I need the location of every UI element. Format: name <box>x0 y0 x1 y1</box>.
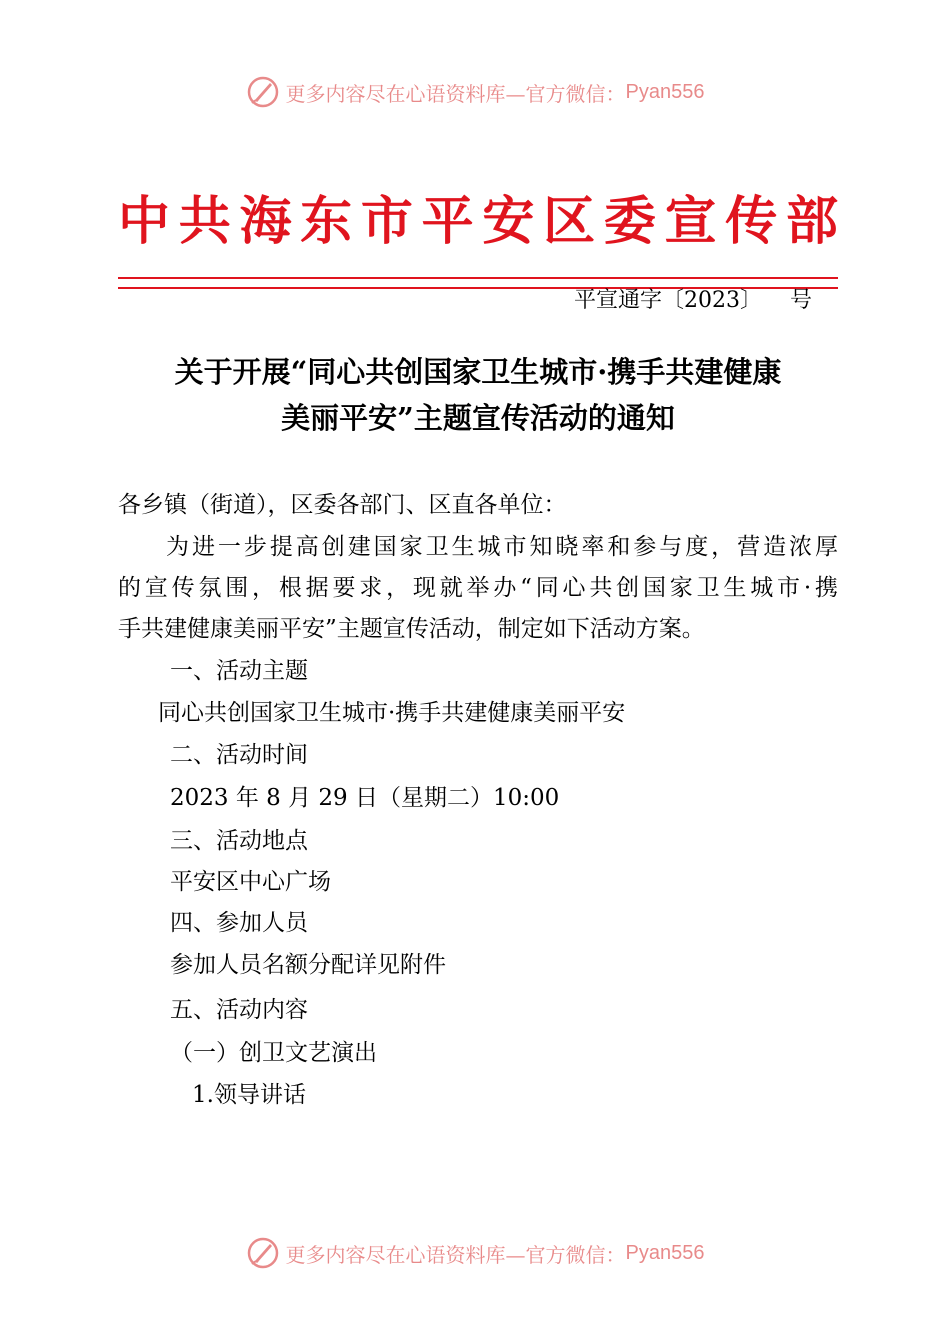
notice-title-line1: 关于开展“同心共创国家卫生城市·携手共建健康 <box>174 355 782 389</box>
watermark-wechat-id: Pyan556 <box>625 80 705 103</box>
watermark-text: 更多内容尽在心语资料库—官方微信： <box>285 81 626 106</box>
org-title: 中共海东市平安区委宣传部 <box>118 191 838 252</box>
section-heading: 四、参加人员 <box>170 910 308 936</box>
intro-line-1: 为进一步提高创建国家卫生城市知晓率和参与度，营造浓厚 <box>166 534 838 560</box>
document-number-prefix: 平宣通字〔2023〕 <box>574 288 762 313</box>
section-heading: 二、活动时间 <box>170 742 308 768</box>
intro-line-3: 手共建健康美丽平安”主题宣传活动，制定如下活动方案。 <box>118 616 705 642</box>
watermark-text: 更多内容尽在心语资料库—官方微信： <box>285 1242 626 1267</box>
red-rule-thick <box>118 277 838 279</box>
notice-title-line2: 美丽平安”主题宣传活动的通知 <box>281 401 675 435</box>
section-content: 平安区中心广场 <box>170 869 331 895</box>
watermark-bottom <box>0 1233 950 1273</box>
sub-item: 1.领导讲话 <box>192 1082 306 1108</box>
section-content: 同心共创国家卫生城市·携手共建健康美丽平安 <box>158 700 626 726</box>
section-content: （一）创卫文艺演出 <box>170 1040 377 1066</box>
section-content: 2023 年 8 月 29 日（星期二）10:00 <box>170 785 560 811</box>
section-heading: 三、活动地点 <box>170 828 308 854</box>
salutation: 各乡镇（街道），区委各部门、区直各单位： <box>118 492 567 518</box>
document-number <box>574 286 812 316</box>
section-heading: 一、活动主题 <box>170 658 308 684</box>
document-number-suffix: 号 <box>790 288 813 313</box>
section-heading: 五、活动内容 <box>170 997 308 1023</box>
quill-seal-icon <box>246 75 280 109</box>
quill-seal-icon <box>246 1236 280 1270</box>
watermark-wechat-id: Pyan556 <box>625 1241 705 1264</box>
watermark-top <box>0 72 950 112</box>
intro-line-2: 的宣传氛围，根据要求，现就举办“同心共创国家卫生城市·携 <box>118 575 838 601</box>
section-content: 参加人员名额分配详见附件 <box>170 952 446 978</box>
